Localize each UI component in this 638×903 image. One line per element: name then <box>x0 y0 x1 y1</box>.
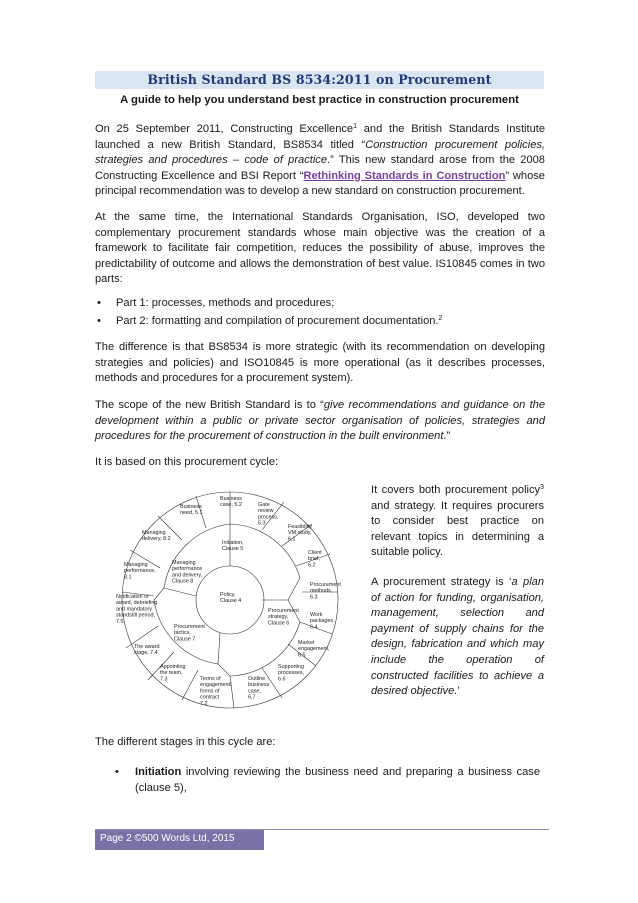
stages-intro: The different stages in this cycle are: <box>95 736 276 748</box>
diagram-label-line: case, 5.2 <box>220 502 242 509</box>
diagram-label-line: engagement/ <box>200 682 232 689</box>
diagram-label-line: processes, <box>278 670 305 677</box>
diagram-label-line: 7.2 <box>200 700 208 707</box>
diagram-label-line: 6.2 <box>308 562 316 569</box>
diagram-label-line: packages, <box>310 618 335 625</box>
text-run: .” <box>443 430 451 443</box>
diagram-label-line: engagement, <box>298 646 330 653</box>
text-run: It covers both procurement policy <box>371 484 541 496</box>
stage-name: Initiation <box>135 766 182 778</box>
diagram-label-line: 6.3 <box>310 594 318 601</box>
diagram-label-line: Work <box>310 612 323 618</box>
diagram-label-line: performance <box>172 566 203 573</box>
stage-item-initiation <box>95 765 545 797</box>
footnote-ref-1: 1 <box>353 123 357 130</box>
diagram-label-line: Business <box>180 504 202 510</box>
diagram-label-line: case, <box>248 688 261 695</box>
stage-item-text <box>135 765 540 796</box>
diagram-label-line: The award <box>134 644 160 650</box>
diagram-label-o1 <box>220 496 242 508</box>
strategy-definition: a plan of action for funding, organisation, management, selection and payment of supply chains for the design, fabrication and which may include the operation of constructed facilities to achieve a desired objective. <box>371 576 544 698</box>
diagram-label-line: Procurement <box>310 582 341 588</box>
diagram-label-o8 <box>278 664 305 682</box>
diagram-label-line: Clause 7 <box>174 636 196 643</box>
side-paragraph-1 <box>371 483 544 561</box>
diagram-label-line: Business <box>220 496 242 502</box>
scope-quote: give recommendations and guidance on the development within a public or private sector organisation of policies, strategies and procedures for the procurement of construction in the built environment <box>95 399 545 443</box>
diagram-label-line: and mandatory <box>116 606 152 613</box>
diagram-label-o14 <box>124 562 156 580</box>
intro-paragraph-1 <box>95 122 545 200</box>
diagram-label-line: Feasibility <box>288 524 312 530</box>
diagram-label-tactics <box>174 624 205 642</box>
title-bar <box>95 71 544 89</box>
text-run: The scope of the new British Standard is to “ <box>95 399 324 411</box>
diagram-label-line: the team, <box>160 670 183 677</box>
diagram-label-line: Policy, <box>220 592 236 598</box>
standard-title: Construction procurement policies, strategies and procedures – code of practice <box>95 138 545 167</box>
diagram-label-line: Notification of <box>116 594 149 600</box>
intro-paragraph-2: At the same time, the International Standards Organisation, ISO, developed two complementary procurement standards whose main objective was the creation of a framework to facilitate fair competition, reduces the possibility of abuse, improves the predictability of outcome and allows the demonstration of best value. IS10845 comes in two parts: <box>95 211 545 286</box>
procurement-cycle-diagram <box>112 488 348 713</box>
diagram-label-line: strategy, <box>268 614 289 621</box>
list-item-text <box>116 296 334 312</box>
diagram-label-o16 <box>180 504 202 516</box>
diagram-label-o12 <box>134 644 159 656</box>
diagram-label-o4 <box>308 550 322 568</box>
diagram-label-line: 5.3 <box>258 520 266 527</box>
diagram-label-line: Terms of <box>200 676 221 682</box>
bullet-icon: • <box>97 297 101 309</box>
footnote-ref-3: 3 <box>540 484 544 491</box>
diagram-label-line: stage, 7.4 <box>134 650 158 657</box>
diagram-label-line: delivery, 8.2 <box>142 536 171 543</box>
diagram-label-line: Managing <box>142 530 166 536</box>
diagram-label-o6 <box>310 612 335 630</box>
text-run: ’ <box>457 685 460 698</box>
diagram-label-line: Appointing <box>160 664 186 670</box>
diagram-label-line: 6.4 <box>310 624 318 631</box>
text-run: A procurement strategy is ‘ <box>371 576 512 588</box>
diagram-label-line: contract <box>200 694 220 701</box>
diagram-label-line: brief, <box>308 556 320 563</box>
diagram-label-line: Gate <box>258 502 270 508</box>
diagram-label-line: Initiation, <box>222 540 244 546</box>
diagram-label-line: Market <box>298 640 315 646</box>
diagram-label-initiation <box>222 540 244 552</box>
bullet-icon: • <box>115 766 119 778</box>
diagram-label-line: 6.5 <box>298 652 306 659</box>
diagram-label-line: review <box>258 508 274 515</box>
diagram-label-o9 <box>248 676 270 701</box>
diagram-label-line: methods, <box>310 588 333 595</box>
diagram-label-line: need, 5.1 <box>180 510 203 517</box>
text-run: Part 1: processes, methods and procedures; <box>116 297 335 309</box>
diagram-label-line: 8.1 <box>124 574 132 581</box>
diagram-label-o13 <box>116 594 157 625</box>
diagram-label-line: standstill period, <box>116 612 155 619</box>
diagram-label-line: VM study, <box>288 530 312 537</box>
diagram-label-line: Clause 4 <box>220 598 242 605</box>
diagram-label-line: forms of <box>200 688 220 695</box>
diagram-label-o15 <box>142 530 171 542</box>
diagram-label-o11 <box>160 664 185 682</box>
diagram-label-line: tactics, <box>174 630 191 637</box>
scope-paragraph <box>95 398 545 445</box>
side-paragraph-2 <box>371 575 544 700</box>
divider <box>230 676 234 708</box>
text-run: .” This new standard arose from the 2008 Constructing Excellence and BSI Report “ <box>95 154 545 182</box>
list-item-text <box>116 314 442 330</box>
diagram-label-o5 <box>310 582 341 600</box>
diagram-label-line: Outline <box>248 676 266 682</box>
cycle-intro: It is based on this procurement cycle: <box>95 456 279 468</box>
diagram-label-line: 7.3 <box>160 676 168 683</box>
page-title: British Standard BS 8534:2011 on Procurement <box>147 72 492 87</box>
diagram-label-line: Clause 5 <box>222 546 244 553</box>
diagram-label-line: Managing <box>172 560 196 566</box>
diagram-label-line: Supporting <box>278 664 305 670</box>
difference-paragraph: The difference is that BS8534 is more strategic (with its recommendation on developing strategies and policies) and ISO10845 is more operational (as it describes processes, methods and procedures for a procurement system). <box>95 341 545 385</box>
page-subtitle: A guide to help you understand best practice in construction procurement <box>120 94 519 106</box>
diagram-label-line: business <box>248 682 270 689</box>
diagram-label-line: Clause 6 <box>268 620 290 627</box>
inner-divider <box>164 588 196 596</box>
inner-divider <box>218 633 220 664</box>
diagram-label-line: Procurement <box>268 608 299 614</box>
diagram-label-o2 <box>258 502 279 527</box>
diagram-label-line: 6.7 <box>248 694 256 701</box>
diagram-label-line: 7.5 <box>116 618 124 625</box>
diagram-label-o10 <box>200 676 232 707</box>
text-run: On 25 September 2011, Constructing Excellence <box>95 123 354 135</box>
diagram-label-line: and delivery, <box>172 572 203 579</box>
diagram-label-line: 6.6 <box>278 676 286 683</box>
diagram-label-line: Client <box>308 550 322 556</box>
diagram-label-line: 6.1 <box>288 536 296 543</box>
text-run: Part 2: formatting and compilation of procurement documentation. <box>116 315 439 327</box>
report-link[interactable]: Rethinking Standards in Construction <box>303 169 506 182</box>
diagram-label-line: Managing <box>124 562 148 568</box>
diagram-label-line: Procurement <box>174 624 205 630</box>
bullet-icon: • <box>97 315 101 327</box>
text-run: ” whose principal recommendation was to develop a new standard on construction procurement. <box>95 169 545 198</box>
text-run: and strategy. It requires procurers to consider best practice on relevant topics in determining a suitable policy. <box>371 499 544 559</box>
footnote-ref-2: 2 <box>438 315 443 322</box>
diagram-label-managing <box>172 560 203 585</box>
diagram-label-o7 <box>298 640 330 658</box>
diagram-label-line: process, <box>258 514 279 521</box>
diagram-label-line: performance, <box>124 568 156 575</box>
divider <box>182 670 198 700</box>
diagram-label-line: award, debriefing <box>116 600 158 607</box>
diagram-label-line: Clause 8 <box>172 578 194 585</box>
footer-text: Page 2 ©500 Words Ltd, 2015 <box>100 833 235 844</box>
diagram-label-center <box>220 592 241 604</box>
text-run: involving reviewing the business need and preparing a business case (clause 5), <box>135 766 540 794</box>
diagram-label-strategy <box>268 608 299 626</box>
text-run: and the British Standards Institute launched a new British Standard, BS8534 titled “ <box>95 123 545 151</box>
diagram-label-o3 <box>288 524 312 542</box>
